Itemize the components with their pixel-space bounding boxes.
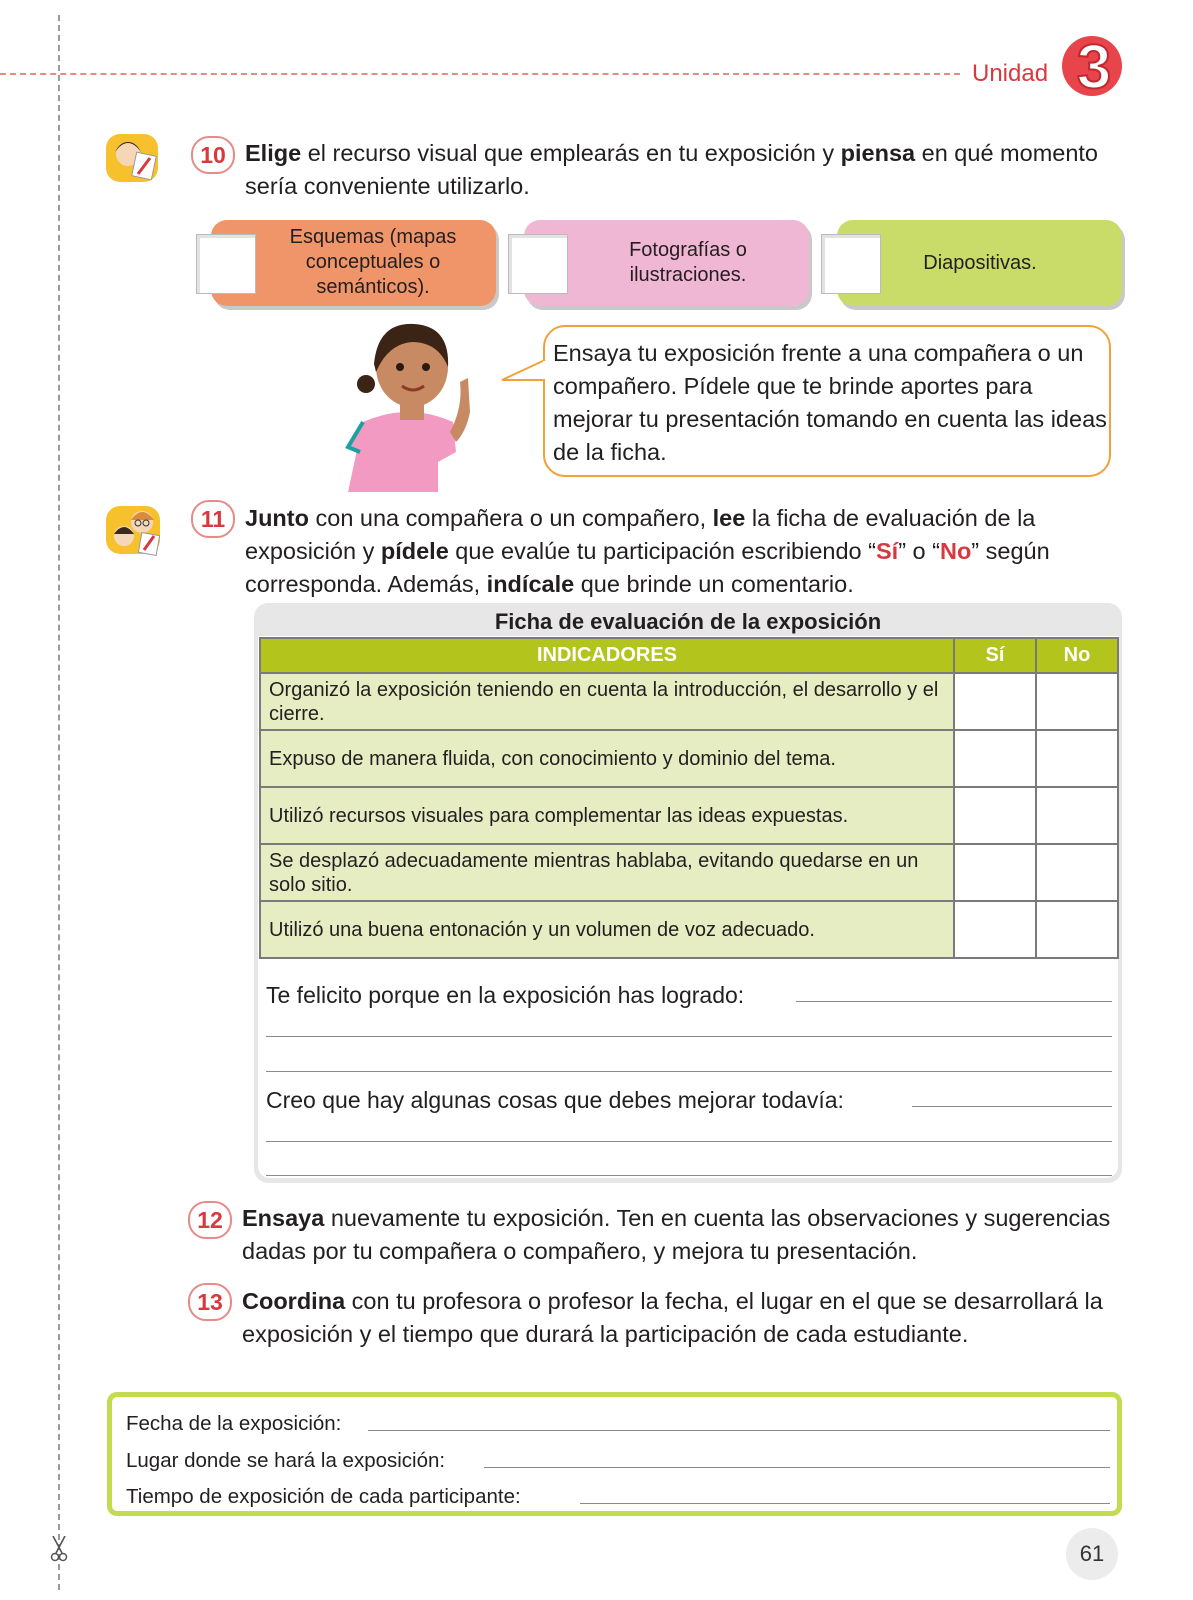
question-number-10: 10 xyxy=(191,136,235,174)
table-row xyxy=(260,901,1118,958)
cut-line xyxy=(58,15,60,1590)
question-number-11: 11 xyxy=(191,500,235,538)
time-label: Tiempo de exposición de cada participante: xyxy=(126,1485,521,1508)
date-input-line[interactable] xyxy=(368,1430,1110,1431)
option-checkbox-slides[interactable] xyxy=(821,234,881,294)
no-cell[interactable] xyxy=(1036,730,1118,787)
girl-illustration xyxy=(338,312,498,492)
time-input-line[interactable] xyxy=(580,1503,1110,1504)
improve-label: Creo que hay algunas cosas que debes mejorar todavía: xyxy=(266,1087,844,1113)
indicator-cell: Utilizó una buena entonación y un volumen de voz adecuado. xyxy=(260,901,954,958)
speech-bubble-text: Ensaya tu exposición frente a una compañera o un compañero. Pídele que te brinde aportes para mejorar tu presentación tomando en cuenta las ideas de la ficha. xyxy=(553,340,1107,465)
congrats-line-3[interactable] xyxy=(266,1071,1112,1072)
evaluation-table xyxy=(259,637,1119,959)
evaluation-sheet-title: Ficha de evaluación de la exposición xyxy=(494,609,882,634)
question-11-text: Junto con una compañera o un compañero, lee la ficha de evaluación de la exposición y pídele que evalúe tu participación escribiendo “Sí” o “No” según corresponda. Además, indícale que brinde un comentario. xyxy=(245,505,1050,597)
speech-bubble-tail xyxy=(500,358,550,388)
yes-cell[interactable] xyxy=(954,673,1036,730)
no-cell[interactable] xyxy=(1036,673,1118,730)
header-no: No xyxy=(1036,638,1118,673)
option-checkbox-schemes[interactable] xyxy=(196,234,256,294)
page-number: 61 xyxy=(1066,1528,1118,1580)
question-12-text: Ensaya nuevamente tu exposición. Ten en cuenta las observaciones y sugerencias dadas por tu compañera o compañero, y mejora tu presentación. xyxy=(242,1205,1111,1264)
indicator-cell: Organizó la exposición teniendo en cuenta la introducción, el desarrollo y el cierre. xyxy=(260,673,954,730)
table-row xyxy=(260,844,1118,901)
improve-line-1[interactable] xyxy=(912,1106,1112,1107)
no-cell[interactable] xyxy=(1036,787,1118,844)
no-cell[interactable] xyxy=(1036,844,1118,901)
option-checkbox-photos[interactable] xyxy=(508,234,568,294)
question-number-12: 12 xyxy=(188,1201,232,1239)
header-indicators: INDICADORES xyxy=(260,638,954,673)
question-10-text: Elige el recurso visual que emplearás en tu exposición y piensa en qué momento sería conveniente utilizarlo. xyxy=(245,140,1099,199)
indicator-cell: Utilizó recursos visuales para complementar las ideas expuestas. xyxy=(260,787,954,844)
table-row xyxy=(260,730,1118,787)
header-yes: Sí xyxy=(954,638,1036,673)
congrats-label: Te felicito porque en la exposición has logrado: xyxy=(266,982,745,1008)
yes-cell[interactable] xyxy=(954,844,1036,901)
improve-line-2[interactable] xyxy=(266,1141,1112,1142)
indicator-cell: Expuso de manera fluida, con conocimiento y dominio del tema. xyxy=(260,730,954,787)
student-writing-icon xyxy=(104,130,162,185)
place-input-line[interactable] xyxy=(484,1467,1110,1468)
table-row xyxy=(260,673,1118,730)
no-cell[interactable] xyxy=(1036,901,1118,958)
date-label: Fecha de la exposición: xyxy=(126,1412,342,1435)
pair-work-icon xyxy=(104,500,166,558)
option-label-schemes: Esquemas (mapas conceptuales o semánticos). xyxy=(289,226,457,298)
unit-number: 3 xyxy=(1076,33,1112,102)
option-label-photos: Fotografías o ilustraciones. xyxy=(629,239,747,286)
yes-cell[interactable] xyxy=(954,787,1036,844)
improve-line-3[interactable] xyxy=(266,1175,1112,1176)
unit-label: Unidad xyxy=(972,60,1049,87)
congrats-line-1[interactable] xyxy=(796,1001,1112,1002)
place-label: Lugar donde se hará la exposición: xyxy=(126,1449,446,1472)
header-dashed-line xyxy=(0,73,960,75)
yes-cell[interactable] xyxy=(954,730,1036,787)
table-row xyxy=(260,787,1118,844)
scissors-icon xyxy=(48,1536,70,1562)
question-13-text: Coordina con tu profesora o profesor la fecha, el lugar en el que se desarrollará la exposición y el tiempo que durará la participación de cada estudiante. xyxy=(242,1288,1103,1347)
indicator-cell: Se desplazó adecuadamente mientras hablaba, evitando quedarse en un solo sitio. xyxy=(260,844,954,901)
congrats-line-2[interactable] xyxy=(266,1036,1112,1037)
question-number-13: 13 xyxy=(188,1283,232,1321)
yes-cell[interactable] xyxy=(954,901,1036,958)
option-label-slides: Diapositivas. xyxy=(923,252,1037,274)
unit-number-badge xyxy=(1058,32,1128,102)
